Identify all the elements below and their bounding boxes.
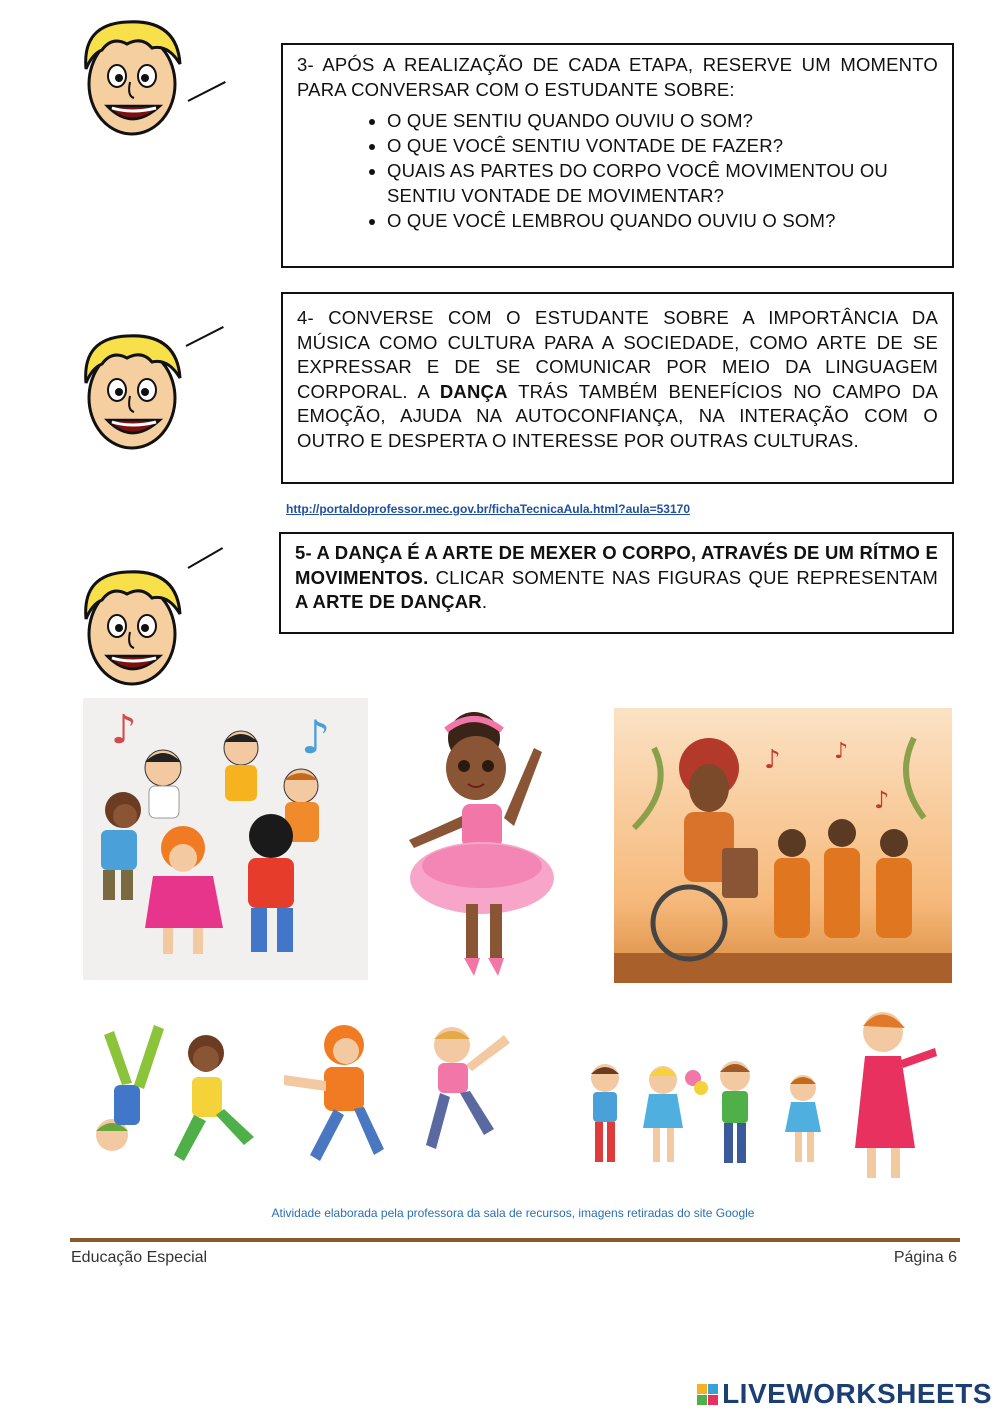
- circle-dance-picture[interactable]: [83, 698, 368, 980]
- cartoon-face-icon: [72, 564, 192, 689]
- speech-line: [188, 547, 224, 569]
- speech-line: [188, 81, 226, 102]
- image-credit: Atividade elaborada pela professora da sala de recursos, imagens retiradas do site Google: [271, 1206, 755, 1220]
- list-item: • O QUE SENTIU QUANDO OUVIU O SOM?: [387, 108, 938, 133]
- footer-divider: [70, 1238, 960, 1242]
- step5-bold-phrase: A ARTE DE DANÇAR: [295, 591, 482, 612]
- step5-period: .: [481, 591, 488, 612]
- step3-question-list: [297, 108, 938, 233]
- page-number: Página 6: [893, 1249, 957, 1266]
- step4-bold-word: DANÇA: [439, 380, 508, 402]
- svg-text:♪: ♪: [874, 786, 890, 814]
- source-link[interactable]: http://portaldoprofessor.mec.gov.br/fichaTecnicaAula.html?aula=53170: [286, 502, 690, 516]
- step5-text: CLICAR SOMENTE NAS FIGURAS QUE REPRESENTAM: [428, 566, 938, 588]
- step5-box: [279, 532, 954, 634]
- svg-text:♪: ♪: [301, 710, 331, 764]
- step4-text: 4- CONVERSE COM O ESTUDANTE SOBRE A IMPORTÂNCIA DA MÚSICA COMO CULTURA PARA A SOCIEDADE, COMO ARTE DE SE EXPRESSAR E DE SE COMUNICAR POR MEIO DA LINGUAGEM CORPORAL. A: [297, 307, 938, 402]
- logo-mark-icon: [697, 1384, 718, 1405]
- step3-box: [281, 43, 954, 268]
- list-item: • O QUE VOCÊ LEMBROU QUANDO OUVIU O SOM?: [387, 208, 938, 233]
- step5-bold-text: 5- A DANÇA É A ARTE DE MEXER O CORPO, ATRAVÉS DE UM RÍTMO E MOVIMENTOS.: [295, 542, 938, 588]
- street-dance-picture[interactable]: [74, 1005, 514, 1180]
- step4-box: [281, 292, 954, 484]
- step4-text-end: TRÁS TAMBÉM BENEFÍCIOS NO CAMPO DA EMOÇÃO, AJUDA NA AUTOCONFIANÇA, NA INTERAÇÃO COM O OUTRO E DESPERTA O INTERESSE POR OUTRAS CULTURAS.: [297, 380, 938, 451]
- brand-name: LIVEWORKSHEETS: [722, 1378, 992, 1409]
- footer-left: Educação Especial: [71, 1249, 208, 1266]
- wheelchair-dance-picture[interactable]: [614, 708, 952, 983]
- liveworksheets-logo: [697, 1378, 992, 1410]
- cartoon-face-icon: [72, 328, 192, 453]
- svg-text:♪: ♪: [834, 739, 849, 764]
- kids-walking-picture[interactable]: [575, 998, 955, 1188]
- svg-text:♪: ♪: [764, 745, 781, 775]
- cartoon-face-icon: [72, 14, 192, 139]
- list-item: • QUAIS AS PARTES DO CORPO VOCÊ MOVIMENTOU OU SENTIU VONTADE DE MOVIMENTAR?: [387, 158, 938, 208]
- list-item: • O QUE VOCÊ SENTIU VONTADE DE FAZER?: [387, 133, 938, 158]
- svg-text:♪: ♪: [111, 707, 137, 753]
- step3-intro: 3- APÓS A REALIZAÇÃO DE CADA ETAPA, RESERVE UM MOMENTO PARA CONVERSAR COM O ESTUDANTE SOBRE:: [297, 54, 938, 100]
- ballerina-picture[interactable]: [404, 708, 594, 980]
